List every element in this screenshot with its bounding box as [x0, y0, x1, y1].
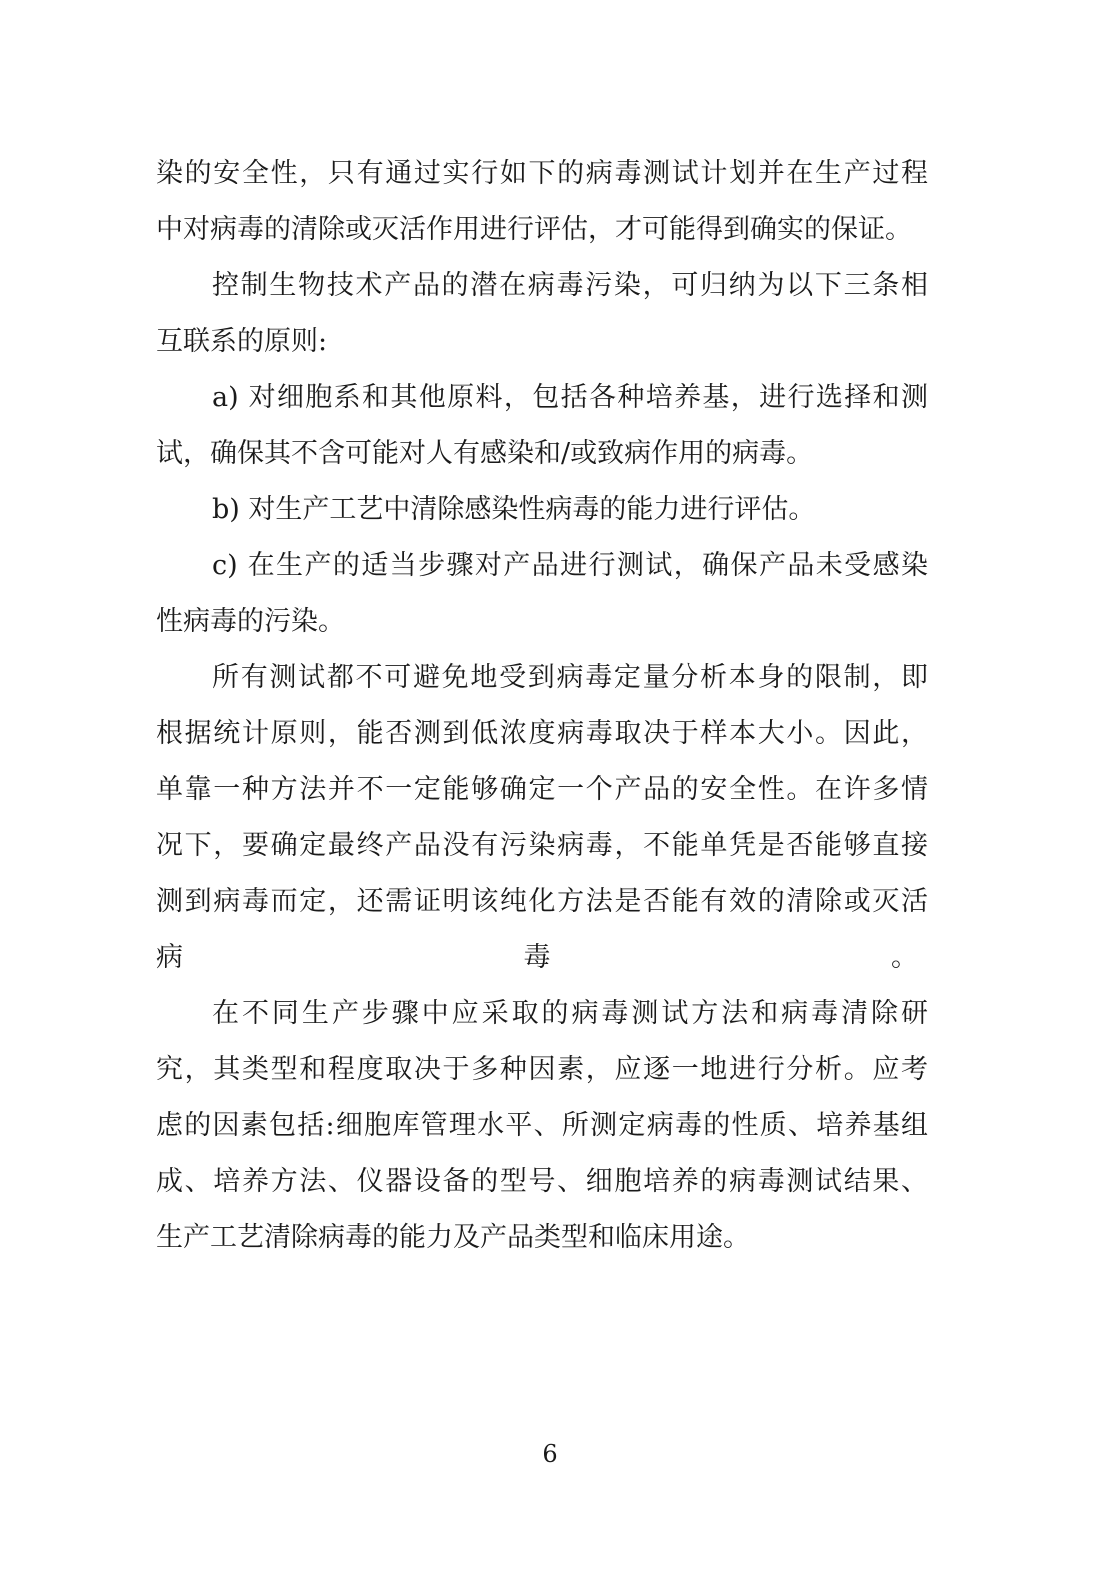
text-line: 测到病毒而定，还需证明该纯化方法是否能有效的清除或灭活	[156, 886, 928, 917]
spread-char: 毒	[523, 942, 551, 973]
paragraph-4	[156, 650, 928, 986]
text-line: 中对病毒的清除或灭活作用进行评估，才可能得到确实的保证。	[156, 214, 912, 245]
text-line: 究，其类型和程度取决于多种因素，应逐一地进行分析。应考	[156, 1054, 928, 1085]
spread-char: 。	[891, 942, 918, 973]
text-line: c) 在生产的适当步骤对产品进行测试，确保产品未受感染	[212, 550, 928, 581]
text-line: 控制生物技术产品的潜在病毒污染，可归纳为以下三条相	[212, 270, 928, 301]
paragraph-2	[156, 258, 928, 370]
text-line: 染的安全性，只有通过实行如下的病毒测试计划并在生产过程	[156, 158, 928, 189]
text-line: 成、培养方法、仪器设备的型号、细胞培养的病毒测试结果、	[156, 1166, 928, 1197]
text-line: a) 对细胞系和其他原料，包括各种培养基，进行选择和测	[212, 382, 928, 413]
text-line: 况下，要确定最终产品没有污染病毒，不能单凭是否能够直接	[156, 830, 928, 861]
paragraph-item-b	[156, 482, 928, 538]
text-line: 互联系的原则:	[156, 326, 328, 357]
text-line: 性病毒的污染。	[156, 606, 345, 637]
paragraph-5	[156, 986, 928, 1266]
spread-char: 病	[156, 942, 183, 973]
spread-text-line	[156, 930, 928, 986]
page-number: 6	[542, 1440, 558, 1468]
text-line: 试，确保其不含可能对人有感染和/或致病作用的病毒。	[156, 438, 814, 469]
text-line: 在不同生产步骤中应采取的病毒测试方法和病毒清除研	[212, 998, 928, 1029]
body-text	[156, 146, 928, 1266]
text-line: 虑的因素包括:细胞库管理水平、所测定病毒的性质、培养基组	[156, 1110, 928, 1141]
text-line: 所有测试都不可避免地受到病毒定量分析本身的限制，即	[212, 662, 928, 693]
text-line: b) 对生产工艺中清除感染性病毒的能力进行评估。	[212, 494, 816, 525]
paragraph-1	[156, 146, 928, 258]
text-line: 单靠一种方法并不一定能够确定一个产品的安全性。在许多情	[156, 774, 928, 805]
paragraph-item-a	[156, 370, 928, 482]
paragraph-item-c	[156, 538, 928, 650]
text-line: 根据统计原则，能否测到低浓度病毒取决于样本大小。因此，	[156, 718, 928, 749]
text-line: 生产工艺清除病毒的能力及产品类型和临床用途。	[156, 1222, 750, 1253]
